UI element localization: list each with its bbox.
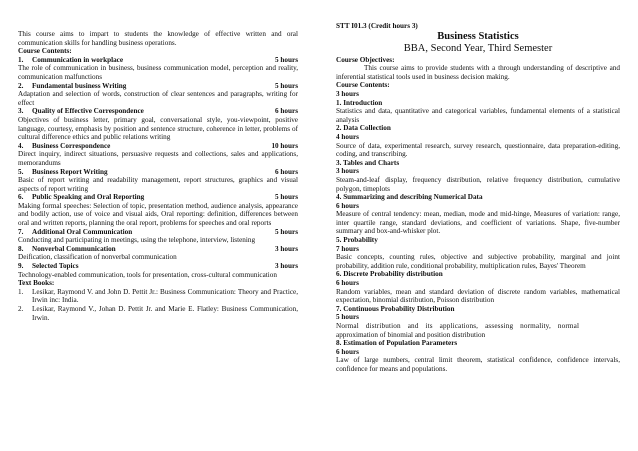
- unit-hours: 5 hours: [275, 81, 298, 90]
- unit-description: Direct inquiry, indirect situations, persuasive requests and collections, sales and applications, memorandums: [18, 150, 298, 167]
- unit-description-b: approximation of binomial and position distribution: [336, 330, 486, 339]
- unit-title: 2. Data Collection: [336, 124, 391, 133]
- unit-hours: 3 hours: [275, 244, 298, 253]
- unit-hours: 6 hours: [275, 107, 298, 116]
- unit-description: Law of large numbers, central limit theorem, statistical confidence, confidence intervals, confidence for means and populations.: [336, 356, 620, 373]
- unit-hours: 10 hours: [271, 141, 298, 150]
- objectives-paragraph: This course aims to provide students with a through understanding of descriptive and inferential statistical tools used in business decision making.: [336, 64, 620, 81]
- unit-hours: 3 hours: [336, 89, 359, 98]
- unit-description-line: [336, 322, 620, 331]
- stat-unit-1: [336, 90, 620, 124]
- unit-title: 1. Introduction: [336, 98, 383, 107]
- unit-3: 3. Quality of Effective Correspondence 6 hours Objectives of business letter, primary goal, conversational style, you-viewpoint, positive language, courtesy, emphasis by position and sentence structure, coherence in letter, problems of cultural difference ethics and public relations writing: [18, 107, 298, 142]
- unit-2: 2. Fundamental business Writing 5 hours Adaptation and selection of words, construction of clear sentences and paragraphs, writing for effect: [18, 81, 298, 107]
- right-column: [336, 0, 620, 374]
- unit-title: Communication in workplace: [32, 55, 124, 64]
- textbook-item: 1. Lesikar, Raymond V. and John D. Pettit Jr.: Business Communication: Theory and Practice, Irwin inc: India.: [18, 287, 298, 305]
- unit-hours: 7 hours: [336, 244, 359, 253]
- unit-hours: 6 hours: [275, 167, 298, 176]
- unit-description: Statistics and data, quantitative and categorical variables, fundamental elements of a statistical analysis: [336, 107, 620, 124]
- unit-6: 6. Public Speaking and Oral Reporting 5 hours Making formal speeches: Selection of topic, presentation method, audience analysis, appearance and bodily action, use of voice and visual aids, Oral reporting: definition, differences between oral and written reports, planning the oral report, problems for speeches and oral reports: [18, 193, 298, 228]
- unit-title: Business Correspondence: [32, 141, 111, 150]
- unit-description: Steam-and-leaf display, frequency distribution, relative frequency distribution, cumulative polygon, timeplots: [336, 175, 620, 193]
- unit-1: 1. Communication in workplace 5 hours The role of communication in business, business communication model, perception and reality, communication malfunctions: [18, 55, 298, 81]
- intro-paragraph: This course aims to impart to students the knowledge of effective written and oral communication skills for handling business operations.: [18, 30, 298, 47]
- textbooks-heading: Text Books:: [18, 279, 55, 288]
- unit-title: Business Report Writing: [32, 167, 108, 176]
- unit-hours: 6 hours: [336, 347, 359, 356]
- textbook-item: 2. Lesikar, Raymond V., Johan D. Pettit Jr. and Marie E. Flatley: Business Communication, Irwin.: [18, 305, 298, 322]
- course-title: Business Statistics: [437, 30, 519, 42]
- stat-unit-5: [336, 236, 620, 270]
- unit-description: Technology-enabled communication, tools for presentation, cross-cultural communication: [18, 270, 277, 279]
- unit-description: Deification, classification of nonverbal communication: [18, 253, 177, 262]
- left-column: [18, 0, 298, 322]
- unit-description: Conducting and participating in meetings, using the telephone, interview, listening: [18, 236, 256, 245]
- unit-hours: 4 hours: [336, 132, 359, 141]
- unit-title: Quality of Effective Correspondence: [32, 107, 144, 116]
- objectives-heading: Course Objectives:: [336, 55, 395, 64]
- unit-hours: 3 hours: [336, 167, 359, 176]
- unit-hours: 5 hours: [275, 193, 298, 202]
- unit-description: Adaptation and selection of words, construction of clear sentences and paragraphs, writing for effect: [18, 90, 298, 107]
- unit-description: Basic of report writing and readability management, report structures, graphics and visual aspects of report writing: [18, 176, 298, 193]
- unit-9: 9. Selected Topics 3 hours Technology-enabled communication, tools for presentation, cross-cultural communication: [18, 262, 298, 279]
- unit-description: Source of data, experimental research, survey research, questionnaire, data preparation-editing, coding, and transcribing.: [336, 141, 620, 159]
- unit-description: Basic concepts, counting rules, objective and subjective probability, marginal and joint probability, addition rule, conditional probability, multiplication rules, Bayes' Theorem: [336, 253, 620, 270]
- unit-hours: 5 hours: [336, 313, 359, 322]
- unit-8: 8. Nonverbal Communication 3 hours Deification, classification of nonverbal communication: [18, 244, 298, 262]
- unit-title: 3. Tables and Charts: [336, 158, 400, 167]
- stat-unit-4: [336, 193, 620, 236]
- unit-title: 4. Summarizing and describing Numerical Data: [336, 193, 483, 202]
- unit-title: 7. Continuous Probability Distribution: [336, 304, 455, 313]
- unit-hours: 3 hours: [275, 262, 298, 271]
- unit-4: 4. Business Correspondence 10 hours Direct inquiry, indirect situations, persuasive requests and collections, sales and applications, memorandums: [18, 141, 298, 167]
- course-subtitle: BBA, Second Year, Third Semester: [403, 43, 553, 55]
- course-contents-heading: Course Contents:: [18, 47, 72, 56]
- unit-title: Additional Oral Communication: [32, 227, 133, 236]
- stat-unit-3: [336, 159, 620, 193]
- unit-title: Fundamental business Writing: [32, 81, 127, 90]
- unit-description: Random variables, mean and standard deviation of discrete random variables, mathematical expectation, binomial distribution, Poisson distribution: [336, 287, 620, 305]
- course-code: STT I01.3 (Credit hours 3): [336, 22, 418, 30]
- unit-description: Objectives of business letter, primary goal, conversational style, you-viewpoint, positive language, courtesy, emphasis by position and sentence structure, coherence in letter, problems of cultural difference ethics and public relations writing: [18, 115, 298, 142]
- stat-unit-7: [336, 305, 620, 339]
- unit-7: 7. Additional Oral Communication 5 hours Conducting and participating in meetings, using the telephone, interview, listening: [18, 227, 298, 245]
- unit-hours: 5 hours: [275, 227, 298, 236]
- unit-title: Public Speaking and Oral Reporting: [32, 193, 145, 202]
- unit-description: Making formal speeches: Selection of topic, presentation method, audience analysis, appearance and bodily action, use of voice and visual aids, Oral reporting: definition, differences between oral and written reports, planning the oral report, problems for speeches and oral reports: [18, 201, 298, 228]
- unit-title: 5. Probability: [336, 236, 378, 245]
- stat-unit-8: [336, 339, 620, 373]
- unit-description: Measure of central tendency: mean, median, mode and mid-hinge, Measures of variation: range, inter quartile range, standard deviations, and coefficient of variations. Shape, five-number summary and box-and-whisker plot.: [336, 210, 620, 236]
- unit-title: 6. Discrete Probability distribution: [336, 270, 443, 279]
- unit-title: Nonverbal Communication: [32, 244, 116, 253]
- unit-hours: 6 hours: [336, 279, 359, 288]
- unit-description-a: Normal distribution and its applications, assessing normality, normal: [336, 322, 580, 330]
- unit-5: 5. Business Report Writing 6 hours Basic of report writing and readability management, report structures, graphics and visual aspects of report writing: [18, 167, 298, 193]
- unit-title: Selected Topics: [32, 262, 79, 271]
- course-contents-heading: Course Contents:: [336, 81, 390, 90]
- unit-hours: 6 hours: [336, 201, 359, 210]
- stat-unit-2: [336, 124, 620, 158]
- unit-hours: 5 hours: [275, 55, 298, 64]
- unit-description: The role of communication in business, business communication model, perception and reality, communication malfunctions: [18, 64, 298, 81]
- unit-title: 8. Estimation of Population Parameters: [336, 339, 458, 348]
- stat-unit-6: [336, 270, 620, 304]
